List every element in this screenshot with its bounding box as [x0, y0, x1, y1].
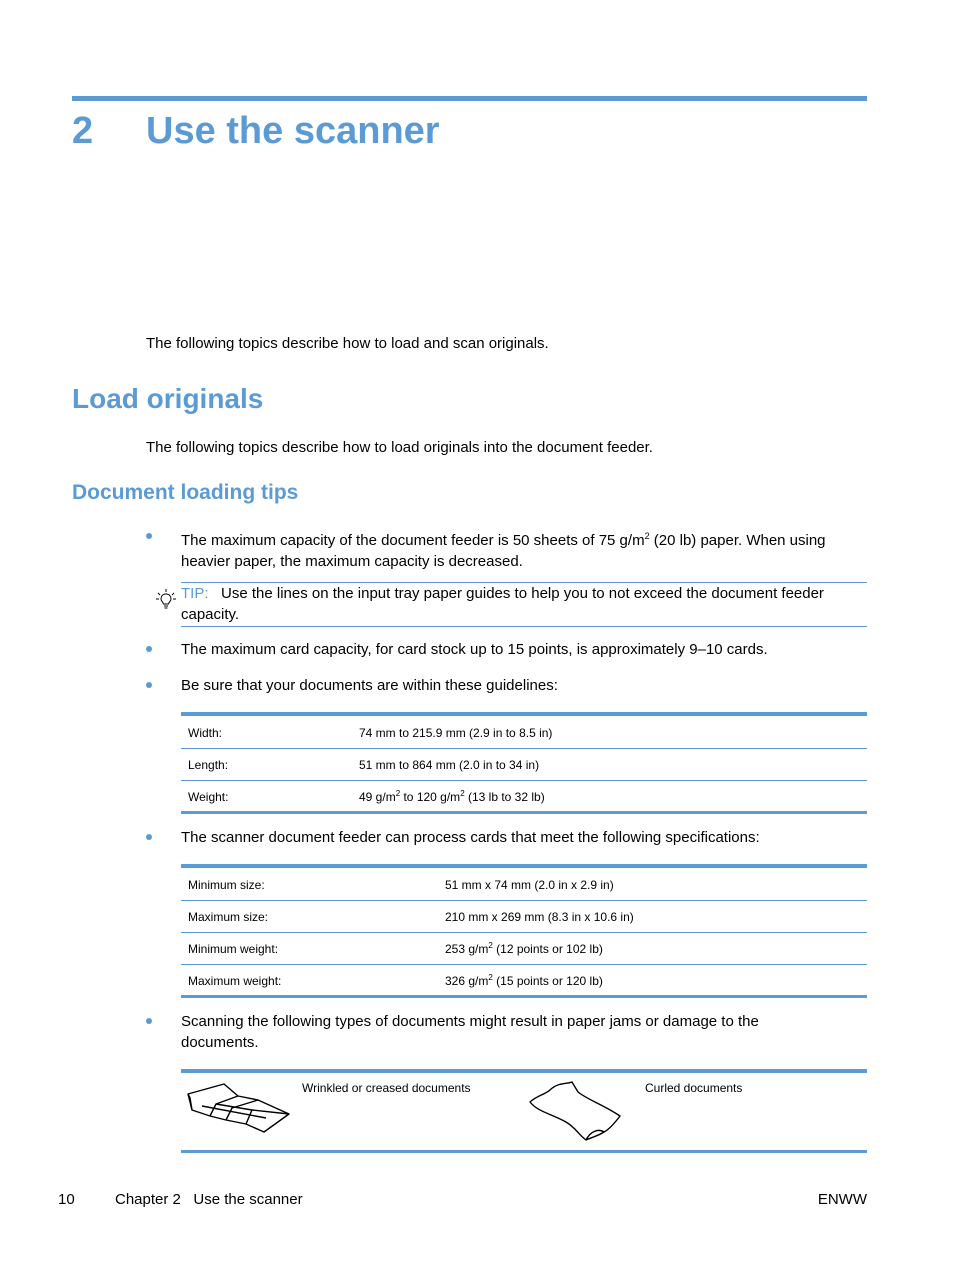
- chapter-title: Use the scanner: [146, 110, 440, 152]
- table-row: [181, 749, 867, 781]
- section-title: Load originals: [72, 383, 264, 414]
- superscript: 2: [644, 531, 650, 541]
- tip-body: Use the lines on the input tray paper guides to help you to not exceed the document feeder capacity.: [181, 585, 824, 623]
- table-top-rule: [181, 712, 867, 716]
- footer-enww: ENWW: [817, 1191, 867, 1208]
- chapter-rule: [72, 96, 867, 101]
- table-cell-label: Maximum size:: [181, 901, 438, 933]
- bullet-capacity-text: The maximum capacity of the document feeder is 50 sheets of 75 g/m: [181, 532, 645, 549]
- page-number: 10: [58, 1191, 75, 1208]
- table-bottom-rule: [181, 995, 867, 998]
- table-cell-label: Width:: [181, 717, 352, 749]
- table-cell-value: 74 mm to 215.9 mm (2.9 in to 8.5 in): [352, 717, 867, 749]
- footer-chapter: Chapter 2 Use the scanner: [115, 1191, 303, 1208]
- table-bottom-rule: [181, 1150, 867, 1153]
- tip-text: [181, 583, 831, 625]
- bullet-icon: [146, 646, 154, 654]
- table-cell-value: 49 $g/m^2$ to 120 $g/m^2$ (13 lb to 32 lb): [359, 789, 545, 804]
- curled-caption: Curled documents: [645, 1081, 743, 1095]
- bullet-icon: [146, 682, 154, 690]
- table-cell-label: Maximum weight:: [188, 973, 282, 988]
- guidelines-table: [181, 717, 867, 812]
- table-row: [181, 869, 867, 901]
- bullet-card-capacity: The maximum card capacity, for card stock up to 15 points, is approximately 9–10 cards.: [181, 641, 768, 658]
- table-cell-value: 253 $g/m^2$ (12 points or 102 lb): [438, 933, 867, 965]
- bullet-icon: [146, 834, 154, 842]
- tip-label: TIP:: [181, 585, 209, 602]
- bullet-cards: The scanner document feeder can process cards that meet the following specifications:: [181, 829, 760, 846]
- table-cell-label: Minimum weight:: [181, 933, 438, 965]
- curled-document-icon: [528, 1080, 624, 1142]
- bullet-jams: Scanning the following types of documents might result in paper jams or damage to the documents.: [181, 1013, 759, 1051]
- table-row: [181, 901, 867, 933]
- table-cell-value: 51 mm x 74 mm (2.0 in x 2.9 in): [438, 869, 867, 901]
- bullet-capacity: [181, 526, 861, 572]
- wrinkled-caption: Wrinkled or creased documents: [302, 1081, 471, 1095]
- bullet-icon: [146, 1018, 154, 1026]
- table-row: [181, 717, 867, 749]
- table-cell-label: Minimum size:: [181, 869, 438, 901]
- wrinkled-document-icon: [186, 1080, 292, 1136]
- chapter-number: 2: [72, 110, 94, 152]
- bullet-icon: [146, 533, 154, 541]
- table-row: [181, 781, 867, 813]
- chapter-intro: The following topics describe how to load and scan originals.: [146, 335, 549, 352]
- bullet-capacity-text-2: (20 lb) paper. When using heavier paper, the maximum capacity is decreased.: [181, 532, 826, 570]
- table-cell-label: Length:: [181, 749, 352, 781]
- table-bottom-rule: [181, 811, 867, 814]
- table-cell-value: 210 mm x 269 mm (8.3 in x 10.6 in): [438, 901, 867, 933]
- table-top-rule: [181, 1069, 867, 1073]
- table-row: [181, 965, 867, 997]
- subsection-title: Document loading tips: [72, 481, 299, 504]
- table-cell-label: Weight:: [188, 789, 229, 804]
- lightbulb-icon: [155, 588, 177, 612]
- table-row: [181, 933, 867, 965]
- table-cell-value: 51 mm to 864 mm (2.0 in to 34 in): [352, 749, 867, 781]
- section-intro: The following topics describe how to load originals into the document feeder.: [146, 439, 653, 456]
- table-top-rule: [181, 864, 867, 868]
- table-cell-value: 326 $g/m^2$ (15 points or 120 lb): [445, 973, 603, 988]
- bullet-guidelines: Be sure that your documents are within these guidelines:: [181, 677, 558, 694]
- cards-table: [181, 869, 867, 996]
